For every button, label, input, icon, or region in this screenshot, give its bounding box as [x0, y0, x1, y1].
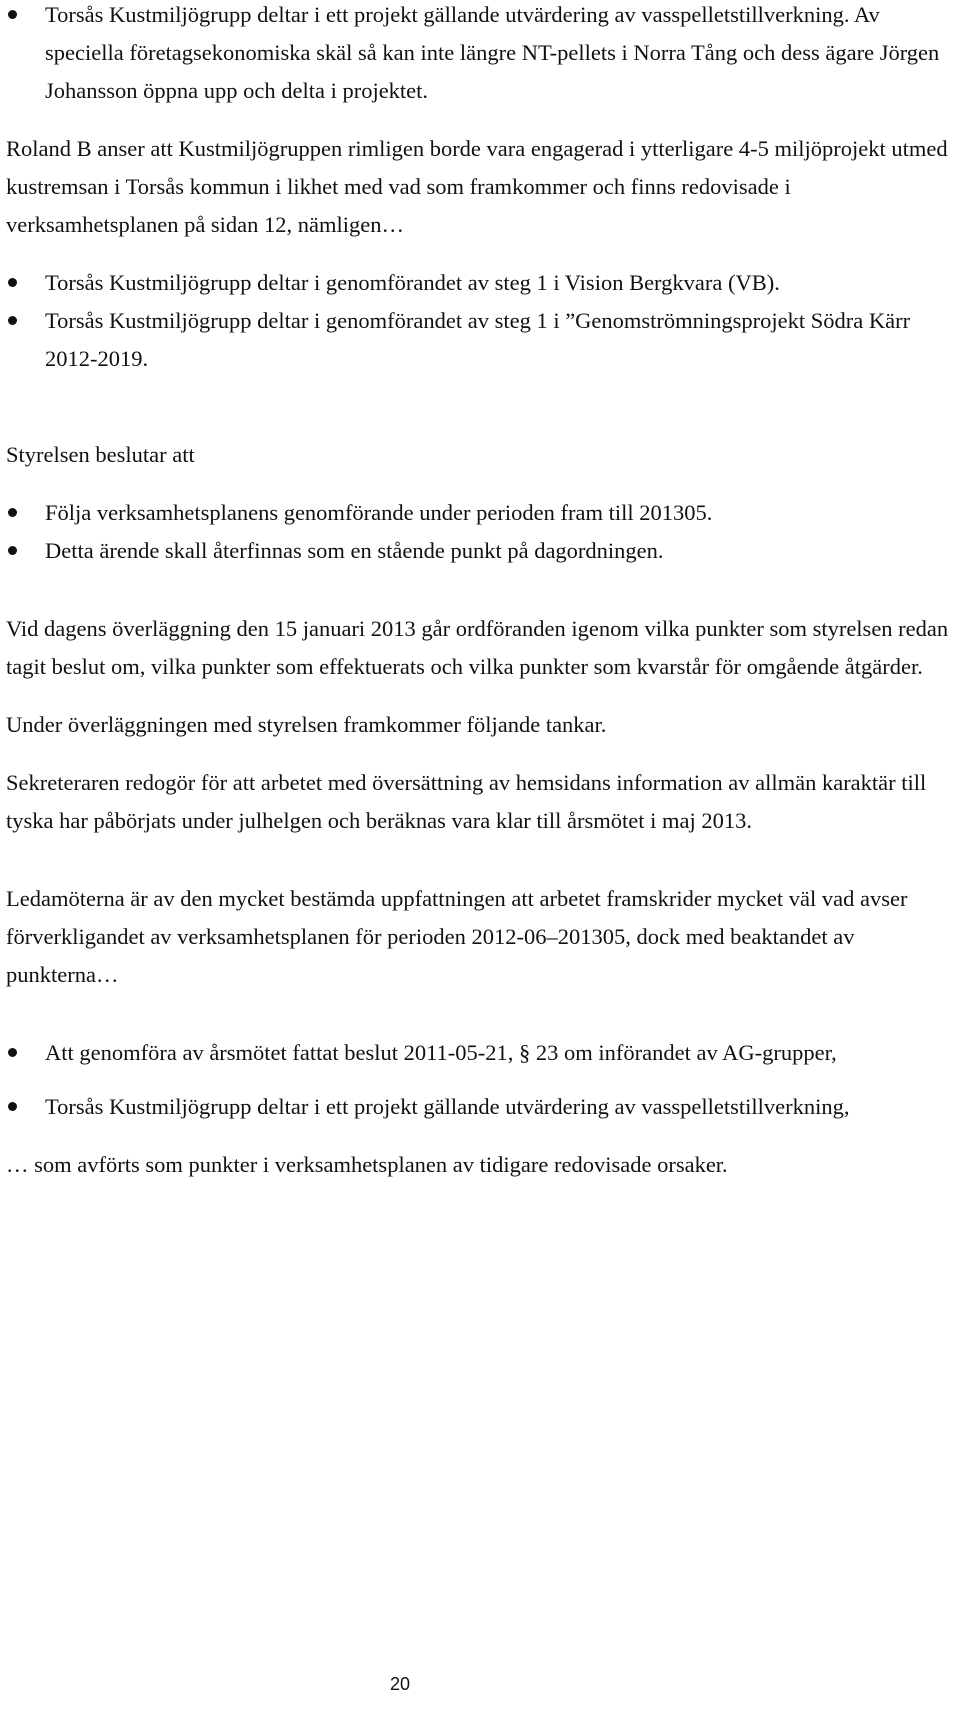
list-item: Följa verksamhetsplanens genomförande under perioden fram till 201305.	[6, 494, 952, 532]
bullet-list-remaining	[6, 1034, 952, 1126]
document-page	[6, 0, 952, 1184]
list-item: Torsås Kustmiljögrupp deltar i genomförandet av steg 1 i ”Genomströmningsprojekt Södra Kärr 2012-2019.	[6, 302, 952, 378]
page-number: 20	[389, 1674, 411, 1694]
paragraph-under: Under överläggningen med styrelsen framkommer följande tankar.	[6, 712, 607, 737]
paragraph-sekreteraren: Sekreteraren redogör för att arbetet med översättning av hemsidans information av allmän karaktär till tyska har påbörjats under julhelgen och beräknas vara klar till årsmötet i maj 2013.	[6, 770, 927, 833]
bullet-list-pellets	[6, 0, 952, 110]
heading-styrelsen: Styrelsen beslutar att	[6, 442, 195, 467]
closing-line: … som avförts som punkter i verksamhetsplanen av tidigare redovisade orsaker.	[6, 1152, 728, 1177]
paragraph-roland: Roland B anser att Kustmiljögruppen rimligen borde vara engagerad i ytterligare 4-5 miljöprojekt utmed kustremsan i Torsås kommun i likhet med vad som framkommer och finns redovisade i verksamhetsplanen på sidan 12, nämligen…	[6, 136, 948, 237]
page-number-container	[0, 1672, 960, 1696]
list-item: Att genomföra av årsmötet fattat beslut 2011-05-21, § 23 om införandet av AG-grupper,	[6, 1034, 952, 1072]
bullet-list-decisions	[6, 494, 952, 570]
list-item: Torsås Kustmiljögrupp deltar i ett projekt gällande utvärdering av vasspelletstillverkning. Av speciella företagsekonomiska skäl så kan inte längre NT-pellets i Norra Tång och dess ägare Jörgen Johansson öppna upp och delta i projektet.	[6, 0, 952, 110]
paragraph-vid-dagens: Vid dagens överläggning den 15 januari 2013 går ordföranden igenom vilka punkter som styrelsen redan tagit beslut om, vilka punkter som effektuerats och vilka punkter som kvarstår för omgående åtgärder.	[6, 616, 949, 679]
bullet-list-projects	[6, 264, 952, 378]
list-item: Torsås Kustmiljögrupp deltar i genomförandet av steg 1 i Vision Bergkvara (VB).	[6, 264, 952, 302]
list-item: Torsås Kustmiljögrupp deltar i ett projekt gällande utvärdering av vasspelletstillverkning,	[6, 1088, 952, 1126]
paragraph-ledamoterna: Ledamöterna är av den mycket bestämda uppfattningen att arbetet framskrider mycket väl vad avser förverkligandet av verksamhetsplanen för perioden 2012-06–201305, dock med beaktandet av punkterna…	[6, 886, 908, 987]
list-item: Detta ärende skall återfinnas som en stående punkt på dagordningen.	[6, 532, 952, 570]
